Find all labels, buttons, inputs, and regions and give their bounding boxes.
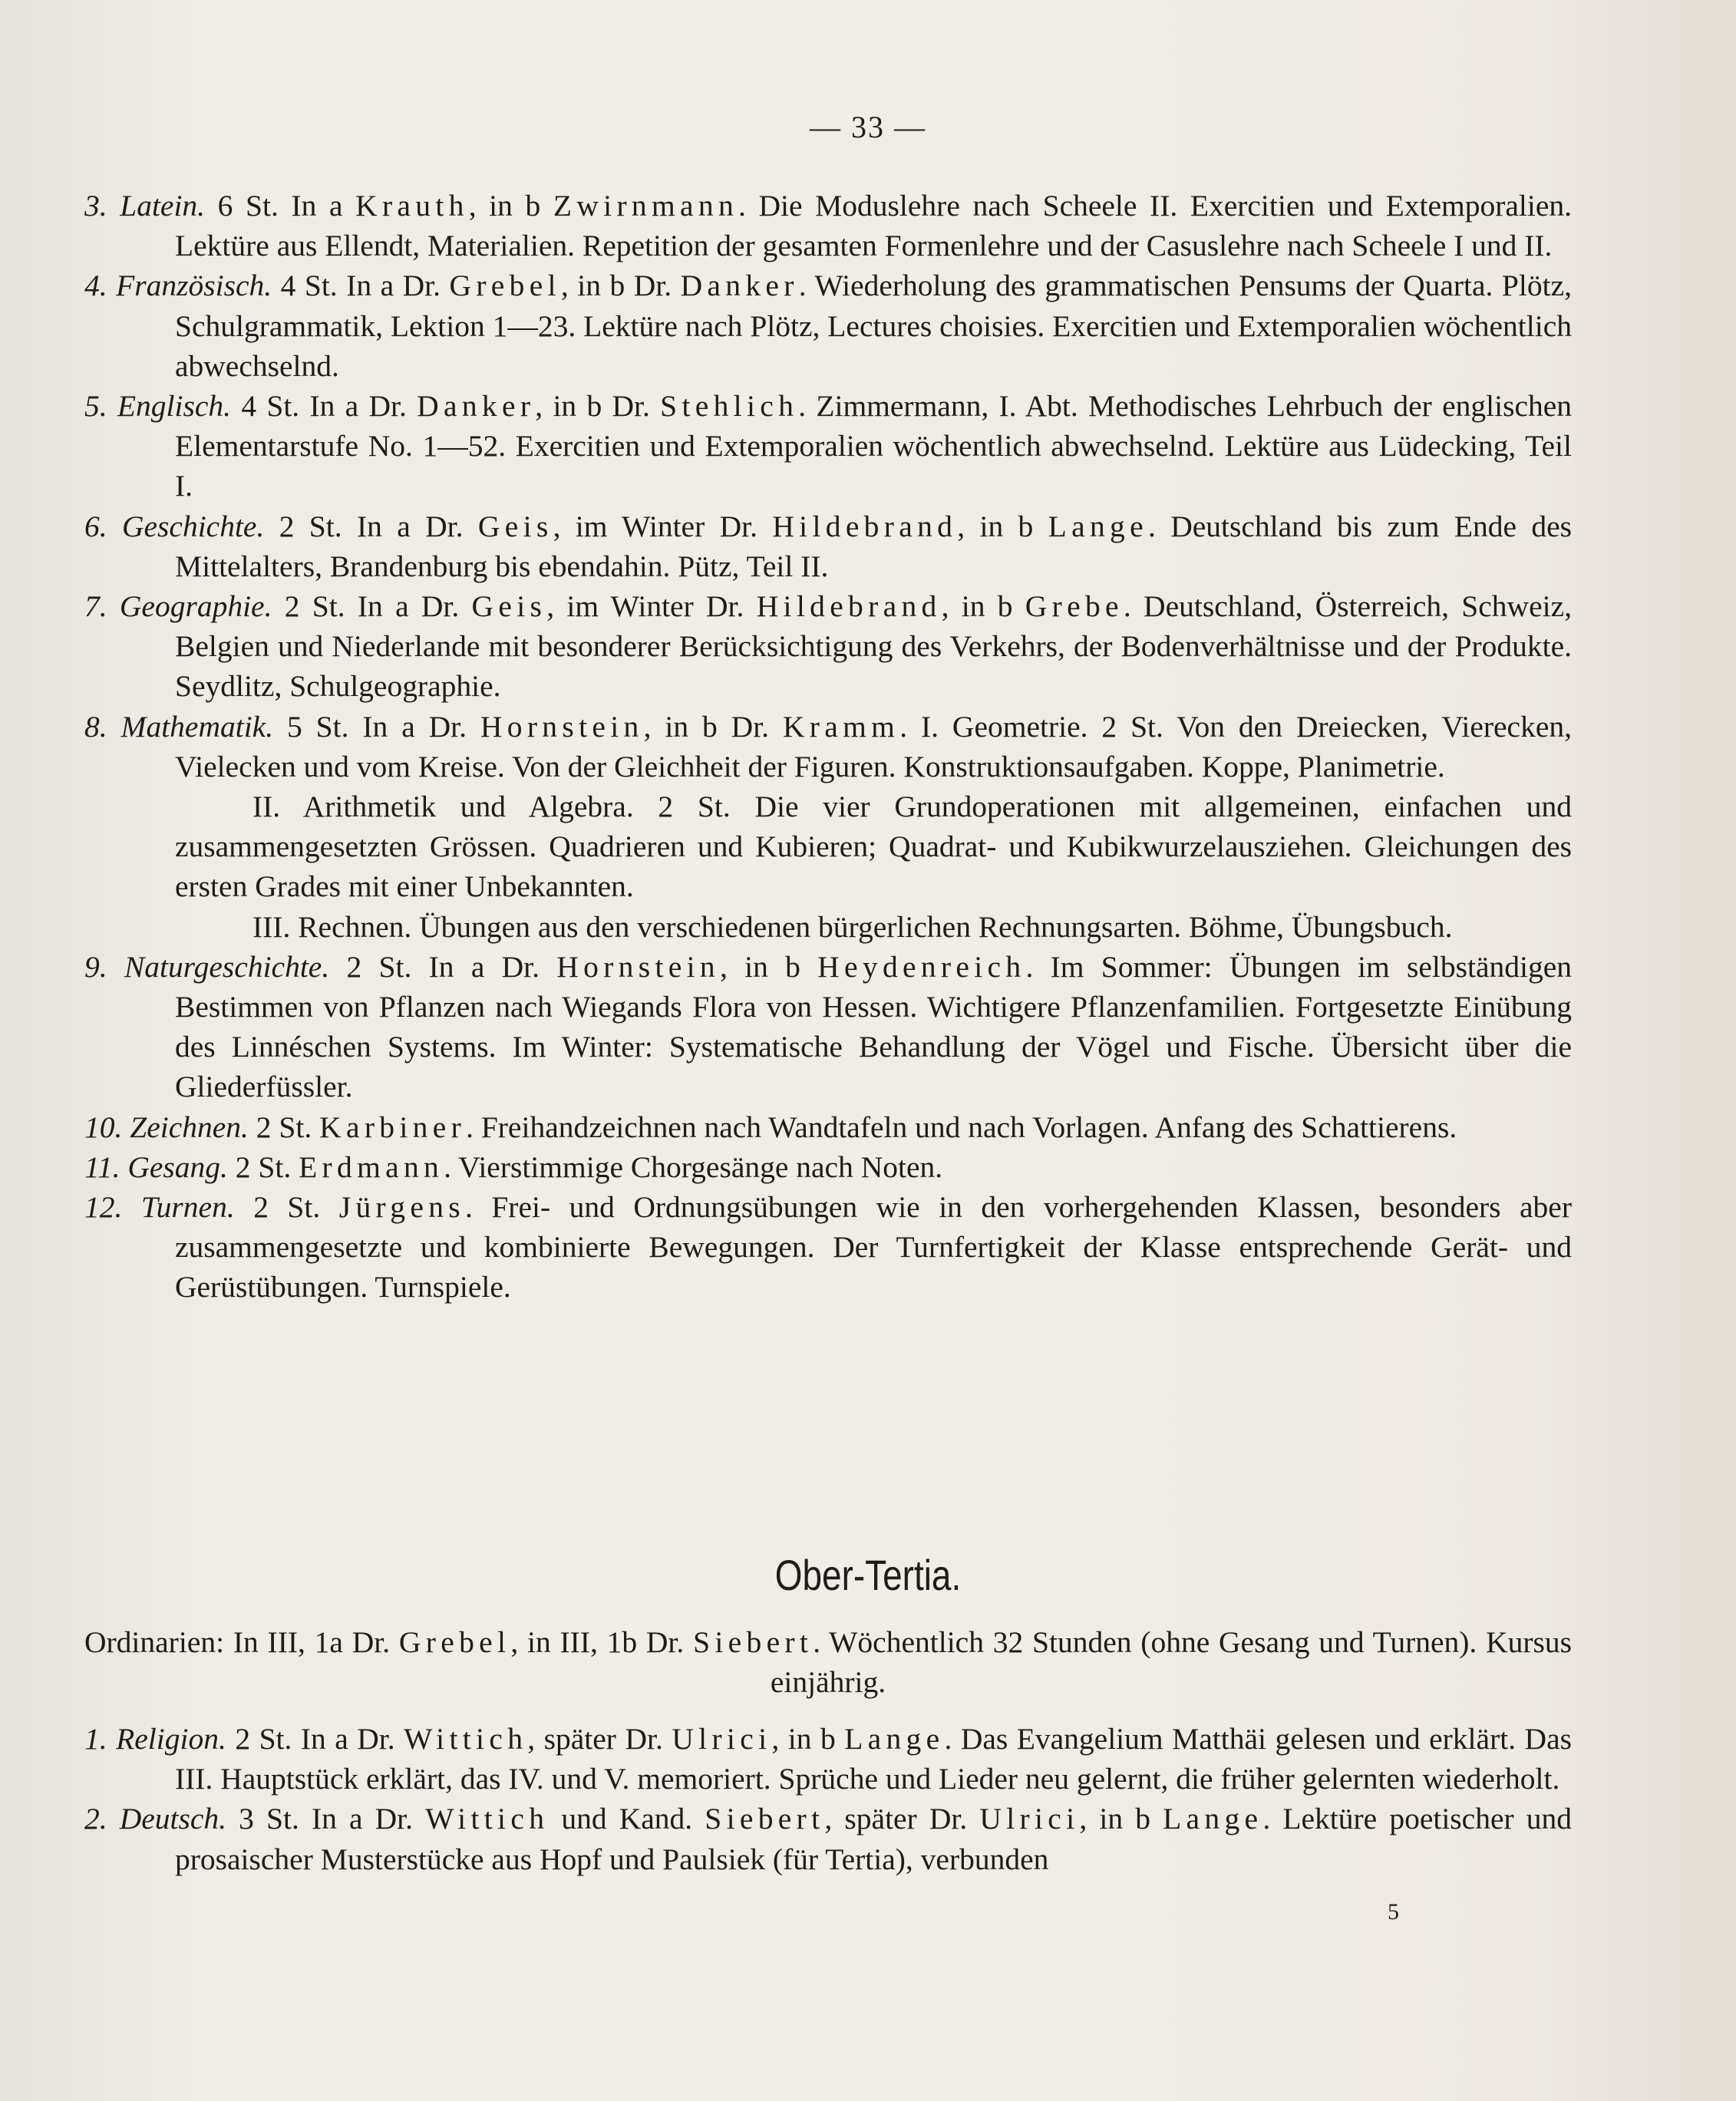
person-name: Erdmann xyxy=(299,1149,444,1184)
subject-entry xyxy=(84,266,1572,386)
text-run: . Im Sommer: Übungen im selbständigen Bestimmen von Pflanzen nach Wiegands Flora von Hessen. Wichtigere Pflanzenfamilien. Fortgesetzte Einübung des Linnéschen Systems. Im Winter: Systematische Behandlung der Vögel und Fische. Übersicht über die Gliederfüssler. xyxy=(175,949,1572,1104)
text-run: 2 St. xyxy=(248,1110,320,1144)
entry-subject: Englisch. xyxy=(117,389,232,424)
text-run: . Lektüre poetischer und prosaischer Musterstücke aus Hopf und Paulsiek (für Tertia), verbunden xyxy=(175,1802,1573,1876)
section-heading: Ober-Tertia. xyxy=(774,1551,962,1599)
subject-entry xyxy=(84,386,1572,506)
entry-subject: Deutsch. xyxy=(119,1802,227,1836)
text-run: . Vierstimmige Chorgesänge nach Noten. xyxy=(444,1149,943,1184)
text-run: , in III, 1b Dr. xyxy=(510,1625,694,1659)
subject-list-upper xyxy=(84,186,1572,1308)
ordinarien-note xyxy=(84,1622,1572,1702)
entry-subject: Französisch. xyxy=(116,269,272,303)
text-run: 3 St. In a Dr. xyxy=(226,1802,426,1836)
person-name: Zwirnmann xyxy=(553,189,739,223)
text-run: . Freihandzeichnen nach Wandtafeln und nach Vorlagen. Anfang des Schattierens. xyxy=(466,1110,1457,1144)
person-name: Ulrici xyxy=(672,1722,772,1756)
entry-number: 2. xyxy=(84,1802,107,1836)
subject-entry xyxy=(84,1187,1572,1308)
signature-mark: 5 xyxy=(1388,1899,1399,1925)
page-number: — 33 — xyxy=(810,110,926,144)
entry-subject: Zeichnen. xyxy=(130,1110,249,1144)
person-name: Grebel xyxy=(398,1625,511,1659)
text-run: 6 St. In a xyxy=(205,189,356,223)
person-name: Wittich xyxy=(404,1722,528,1756)
text-run: . Deutschland bis zum Ende des Mittelalters, Brandenburg bis ebendahin. Pütz, Teil II. xyxy=(175,509,1572,583)
text-run: Ordinarien: In III, 1a Dr. xyxy=(84,1625,399,1659)
person-name: Lange xyxy=(1048,509,1148,543)
person-name: Hornstein xyxy=(556,949,720,984)
person-name: Kramm xyxy=(782,709,900,744)
person-name: Jürgens xyxy=(338,1190,465,1225)
text-run: , später Dr. xyxy=(824,1802,980,1836)
entry-number: 1. xyxy=(84,1722,107,1756)
person-name: Stehlich xyxy=(660,389,799,424)
subject-entry xyxy=(84,586,1572,707)
person-name: Ulrici xyxy=(979,1802,1080,1836)
subject-entry xyxy=(84,186,1572,266)
person-name: Lange xyxy=(844,1722,945,1756)
text-run: , in b Dr. xyxy=(535,389,661,424)
person-name: Heydenreich xyxy=(817,949,1026,984)
entry-subject: Turnen. xyxy=(140,1190,235,1225)
subject-entry xyxy=(84,1107,1572,1147)
entry-number: 10. xyxy=(84,1110,123,1144)
entry-subject: Geschichte. xyxy=(121,509,265,543)
subject-entry xyxy=(84,1719,1572,1799)
text-run: , in b xyxy=(771,1722,845,1756)
person-name: Lange xyxy=(1163,1802,1263,1836)
entry-continuation: II. Arithmetik und Algebra. 2 St. Die vier Grundoperationen mit allgemeinen, einfachen und zusammengesetzten Grössen. Quadrieren und Kubieren; Quadrat- und Kubikwurzelausziehen. Gleichungen des ersten Grades mit einer Unbekannten. xyxy=(175,790,1572,904)
entry-number: 11. xyxy=(84,1149,120,1184)
subject-list-lower xyxy=(84,1719,1572,1879)
text-run: 2 St. In a Dr. xyxy=(272,589,472,624)
text-run: , im Winter Dr. xyxy=(553,509,773,543)
entry-subject: Mathematik. xyxy=(120,709,274,744)
entry-subject: Geographie. xyxy=(119,589,272,624)
text-run: . Wiederholung des grammatischen Pensums der Quarta. Plötz, Schulgrammatik, Lektion 1—23. Lektüre nach Plötz, Lectures choisies. Exercitien und Extemporalien wöchentlich abwechselnd. xyxy=(175,269,1572,383)
text-run: , in b xyxy=(957,509,1048,543)
text-run: 2 St. In a Dr. xyxy=(329,949,557,984)
text-run: 4 St. In a Dr. xyxy=(231,389,417,424)
entry-subject: Gesang. xyxy=(127,1149,228,1184)
entry-subject: Naturgeschichte. xyxy=(124,949,330,984)
entry-number: 3. xyxy=(84,189,107,223)
text-run: , in b xyxy=(1079,1802,1163,1836)
person-name: Grebel xyxy=(449,269,561,303)
text-run: , in b xyxy=(719,949,818,984)
person-name: Siebert xyxy=(693,1625,814,1659)
person-name: Karbiner xyxy=(319,1110,467,1144)
text-run: und Kand. xyxy=(549,1802,705,1836)
entry-number: 12. xyxy=(84,1190,123,1225)
entry-number: 9. xyxy=(84,949,107,984)
text-run: . Deutschland, Österreich, Schweiz, Belgien und Niederlande mit besonderer Berücksichtigung des Verkehrs, der Bodenverhältnisse und der Produkte. Seydlitz, Schulgeographie. xyxy=(175,589,1572,704)
text-run: 2 St. In a Dr. xyxy=(226,1722,404,1756)
text-run: . Die Moduslehre nach Scheele II. Exercitien und Extemporalien. Lektüre aus Ellendt, Materialien. Repetition der gesamten Formenlehre und der Casuslehre nach Scheele I und II. xyxy=(175,189,1572,263)
text-run: , im Winter Dr. xyxy=(546,589,757,624)
person-name: Siebert xyxy=(705,1802,825,1836)
text-run: . Das Evangelium Matthäi gelesen und erklärt. Das III. Hauptstück erklärt, das IV. und V. memoriert. Sprüche und Lieder neu gelernt, die früher gelernten wiederholt. xyxy=(175,1722,1572,1796)
person-name: Geis xyxy=(471,589,547,624)
text-run: , in b Dr. xyxy=(643,709,783,744)
subject-entry xyxy=(84,1799,1572,1878)
entry-subject: Latein. xyxy=(120,189,206,223)
person-name: Grebe xyxy=(1025,589,1124,624)
text-run: , in b xyxy=(468,189,553,223)
subject-entry xyxy=(84,1147,1572,1187)
entry-subject: Religion. xyxy=(116,1722,226,1756)
entry-number: 8. xyxy=(84,709,107,744)
person-name: Danker xyxy=(680,269,799,303)
subject-entry xyxy=(84,947,1572,1107)
text-run: . I. Geometrie. 2 St. Von den Dreiecken, Vierecken, Vielecken und vom Kreise. Von der Gleichheit der Figuren. Konstruktionsaufgaben. Koppe, Planimetrie. xyxy=(175,709,1572,783)
person-name: Hildebrand xyxy=(756,589,942,624)
entry-continuation: III. Rechnen. Übungen aus den verschiedenen bürgerlichen Rechnungsarten. Böhme, Übungsbuch. xyxy=(252,909,1453,944)
person-name: Hornstein xyxy=(480,709,644,744)
entry-number: 5. xyxy=(84,389,107,424)
text-run: 2 St. In a Dr. xyxy=(264,509,478,543)
text-run: , später Dr. xyxy=(527,1722,672,1756)
person-name: Danker xyxy=(417,389,536,424)
text-run: 4 St. In a Dr. xyxy=(272,269,450,303)
person-name: Hildebrand xyxy=(772,509,958,543)
subject-entry xyxy=(84,506,1572,586)
person-name: Geis xyxy=(477,509,553,543)
text-run: , in b Dr. xyxy=(560,269,681,303)
text-run: , in b xyxy=(941,589,1025,624)
text-run: . Frei- und Ordnungsübungen wie in den vorhergehenden Klassen, besonders aber zusammengesetzte und kombinierte Bewegungen. Der Turnfertigkeit der Klasse entsprechende Gerät- und Gerüstübungen. Turnspiele. xyxy=(175,1190,1572,1304)
entry-number: 4. xyxy=(84,269,107,303)
subject-entry xyxy=(84,707,1572,787)
entry-number: 7. xyxy=(84,589,107,624)
text-run: . Zimmermann, I. Abt. Methodisches Lehrbuch der englischen Elementarstufe No. 1—52. Exercitien und Extemporalien wöchentlich abwechselnd. Lektüre aus Lüdecking, Teil I. xyxy=(175,389,1573,503)
entry-number: 6. xyxy=(84,509,107,543)
text-run: 5 St. In a Dr. xyxy=(273,709,480,744)
ordinarien-paragraph xyxy=(84,1622,1572,1702)
person-name: Krauth xyxy=(355,189,469,223)
text-run: 2 St. xyxy=(234,1190,339,1225)
text-run: . Wöchentlich 32 Stunden (ohne Gesang und Turnen). Kursus einjährig. xyxy=(770,1625,1573,1700)
text-run: 2 St. xyxy=(227,1149,299,1184)
person-name: Wittich xyxy=(425,1802,550,1836)
